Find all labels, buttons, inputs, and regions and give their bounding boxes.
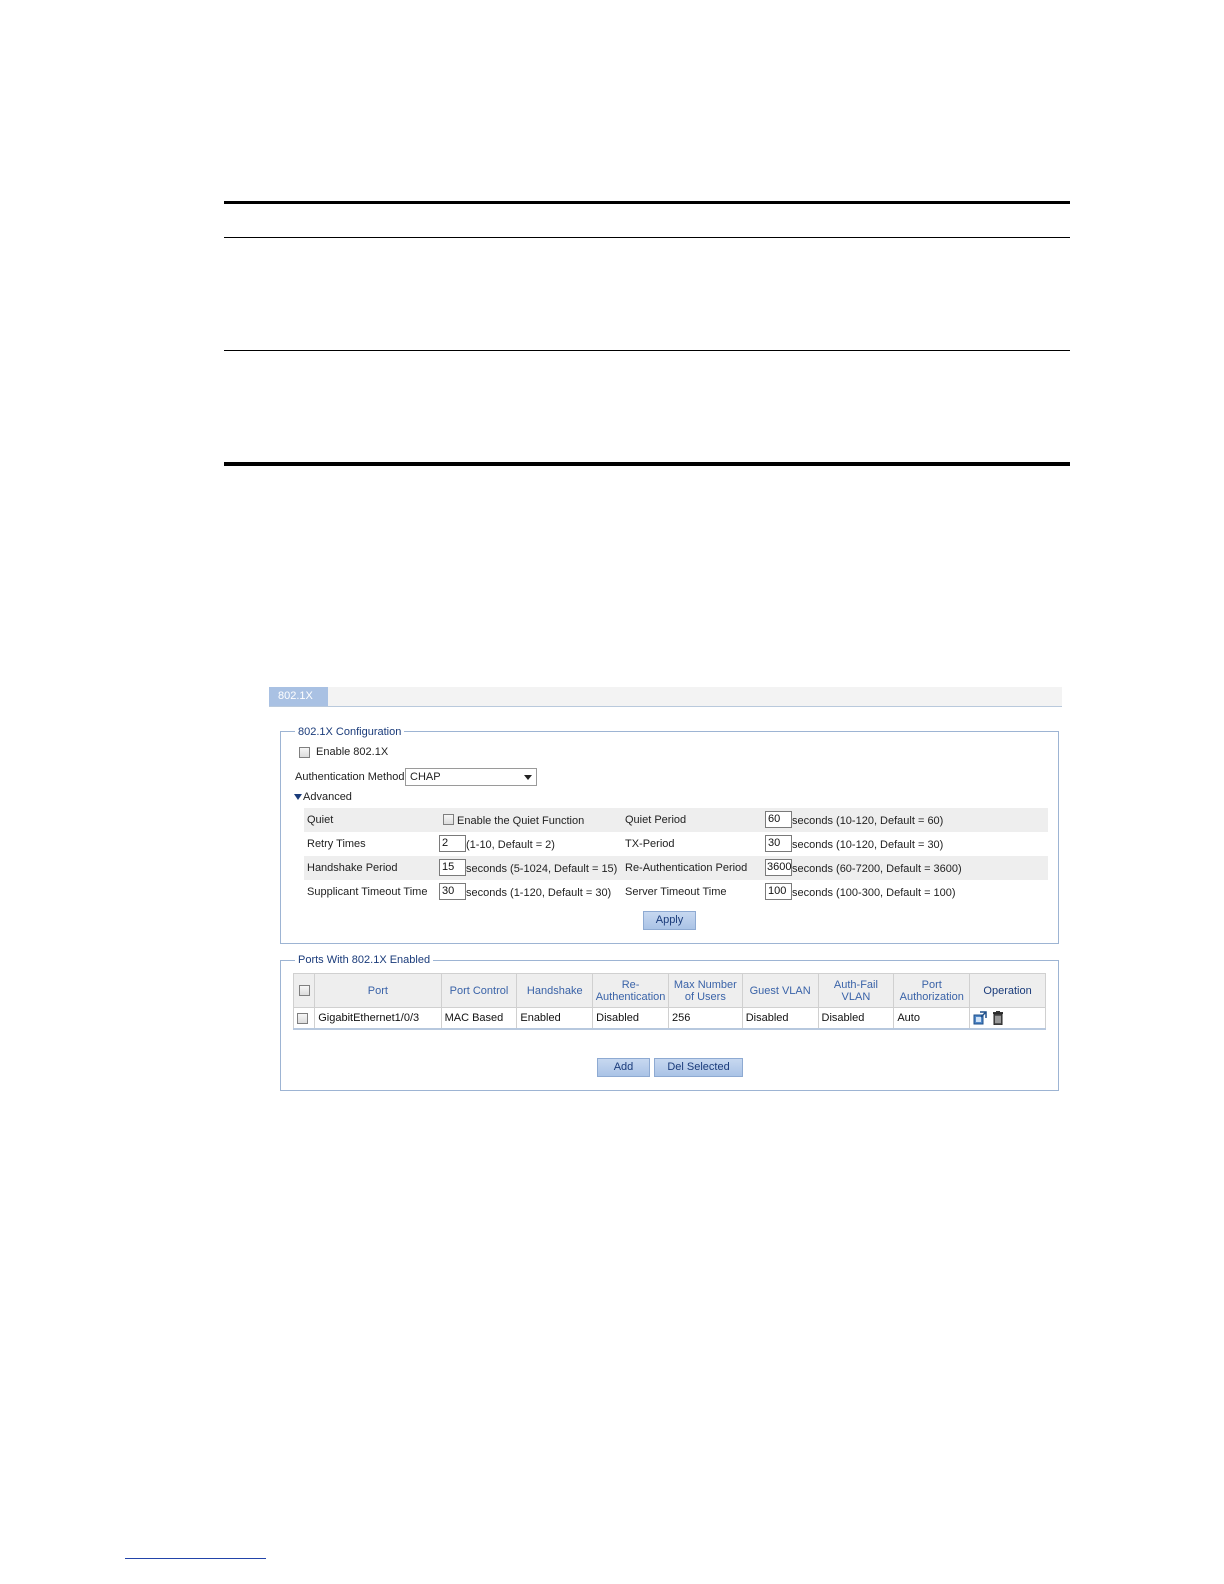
ports-table-header (294, 974, 1046, 1008)
tx-period-input[interactable]: 30 (765, 835, 792, 852)
quiet-period-hint: seconds (10-120, Default = 60) (792, 815, 944, 827)
tx-period-label: TX-Period (625, 838, 675, 850)
footnote-rule (125, 1558, 266, 1559)
col-max-users[interactable] (668, 974, 742, 1008)
table-row-rule (224, 350, 1070, 351)
handshake-period-input[interactable]: 15 (439, 859, 466, 876)
reauth-period-hint: seconds (60-7200, Default = 3600) (792, 863, 962, 875)
cell-port: GigabitEthernet1/0/3 (315, 1008, 441, 1030)
row-select-cell (294, 1008, 315, 1030)
trash-icon[interactable] (992, 1011, 1004, 1025)
cell-max-users: 256 (668, 1008, 742, 1030)
tab-bar (269, 687, 1062, 707)
handshake-period-hint: seconds (5-1024, Default = 15) (466, 863, 618, 875)
apply-button[interactable]: Apply (643, 911, 696, 930)
server-timeout-hint: seconds (100-300, Default = 100) (792, 887, 956, 899)
col-guest-vlan[interactable]: Guest VLAN (742, 974, 818, 1008)
cell-operation (970, 1008, 1046, 1030)
enable-802-1x-label: Enable 802.1X (316, 746, 389, 758)
tx-period-hint: seconds (10-120, Default = 30) (792, 839, 944, 851)
cell-reauth: Disabled (593, 1008, 669, 1030)
del-selected-button[interactable]: Del Selected (654, 1058, 743, 1077)
quiet-function-label: Enable the Quiet Function (457, 815, 585, 827)
col-operation: Operation (970, 974, 1046, 1008)
triangle-down-icon (294, 794, 302, 800)
reauth-period-input[interactable]: 3600 (765, 859, 792, 876)
retry-times-input[interactable]: 2 (439, 835, 466, 852)
ports-table (293, 973, 1046, 1030)
col-reauth[interactable] (593, 974, 669, 1008)
table-top-rule (224, 201, 1070, 204)
col-max-users-line2: of Users (684, 990, 726, 1003)
col-port[interactable]: Port (315, 974, 441, 1008)
quiet-period-label: Quiet Period (625, 814, 687, 826)
add-button[interactable]: Add (597, 1058, 650, 1077)
cell-port-authorization: Auto (894, 1008, 970, 1030)
cell-authfail-vlan: Disabled (818, 1008, 894, 1030)
enable-802-1x-checkbox[interactable] (299, 747, 310, 758)
auth-method-label: Authentication Method (295, 771, 405, 783)
col-port-auth-line1: Port (921, 978, 942, 991)
table-row (294, 1008, 1046, 1030)
auth-method-select[interactable] (405, 768, 537, 786)
retry-times-hint: (1-10, Default = 2) (466, 839, 555, 851)
col-authfail-line2: VLAN (841, 990, 871, 1003)
col-authfail-line1: Auth-Fail (833, 978, 878, 991)
cell-guest-vlan: Disabled (742, 1008, 818, 1030)
quiet-label: Quiet (307, 814, 334, 826)
tab-802-1x[interactable]: 802.1X (269, 687, 328, 706)
quiet-period-input[interactable]: 60 (765, 811, 792, 828)
col-authfail-vlan[interactable] (818, 974, 894, 1008)
col-reauth-line1: Re- (621, 978, 640, 991)
handshake-period-label: Handshake Period (307, 862, 398, 874)
chevron-down-icon (524, 775, 532, 780)
col-reauth-line2: Authentication (595, 990, 666, 1003)
retry-times-label: Retry Times (307, 838, 366, 850)
auth-method-value: CHAP (410, 771, 441, 783)
col-port-auth-line2: Authorization (899, 990, 964, 1003)
advanced-label: Advanced (303, 791, 352, 803)
table-header-rule (224, 237, 1070, 238)
col-port-authorization[interactable] (894, 974, 970, 1008)
select-all-header (294, 974, 315, 1008)
supplicant-timeout-label: Supplicant Timeout Time (307, 886, 428, 898)
config-legend: 802.1X Configuration (295, 725, 404, 739)
server-timeout-input[interactable]: 100 (765, 883, 792, 900)
col-max-users-line1: Max Number (673, 978, 737, 991)
quiet-function-checkbox[interactable] (443, 814, 454, 825)
supplicant-timeout-hint: seconds (1-120, Default = 30) (466, 887, 612, 899)
select-all-checkbox[interactable] (299, 985, 310, 996)
col-port-control[interactable]: Port Control (441, 974, 517, 1008)
reauth-period-label: Re-Authentication Period (625, 862, 748, 874)
edit-icon[interactable] (973, 1011, 987, 1025)
col-handshake[interactable]: Handshake (517, 974, 593, 1008)
server-timeout-label: Server Timeout Time (625, 886, 727, 898)
supplicant-timeout-input[interactable]: 30 (439, 883, 466, 900)
ports-legend: Ports With 802.1X Enabled (295, 953, 433, 967)
cell-port-control: MAC Based (441, 1008, 517, 1030)
row-select-checkbox[interactable] (297, 1013, 308, 1024)
cell-handshake: Enabled (517, 1008, 593, 1030)
table-bottom-rule (224, 462, 1070, 466)
